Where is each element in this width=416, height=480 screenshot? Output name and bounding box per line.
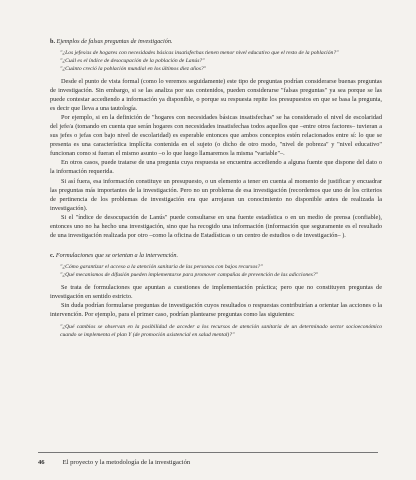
section-c-title: Formulaciones que se orientan a la intervención.: [55, 251, 179, 259]
section-b-title: Ejemplos de falsas preguntas de investigación.: [56, 38, 173, 45]
body-paragraph: Por ejemplo, si en la definición de "hogares con necesidades básicas insatisfechas" se ha considerado el nivel de escolaridad del jefe/a (tomando en cuenta que serán hogares con necesidades insatisfechas todos aquellos que –entre otros factores– tuvieran a sus jefes o jefas con bajo nivel de escolaridad) es esperable entonces que ambos conceptos estén relacionados entre sí: lo que se presenta es una característica implícita contenida en el sujeto (o dicho de otro modo, "nivel de pobreza" y "nivel educativo" funcionan como si fueran el mismo asunto –o lo que luego llamaremos la misma "variable"–.: [50, 114, 382, 158]
body-paragraph: En otros casos, puede tratarse de una pregunta cuya respuesta se encuentra accediendo a alguna fuente que dispone del dato o la información requerida.: [50, 159, 382, 176]
body-paragraph: Se trata de formulaciones que apuntan a cuestiones de implementación práctica; pero que no constituyen preguntas de investigación en sentido estricto.: [50, 283, 382, 300]
section-b-marker: b.: [50, 38, 55, 45]
section-c-heading: [50, 252, 382, 260]
page-content: [50, 38, 382, 339]
body-paragraph: Desde el punto de vista formal (como lo veremos seguidamente) este tipo de preguntas podrían considerarse buenas preguntas de investigación. Sin embargo, si se las analiza por sus contenidos, pueden considerarse "falsas preguntas" ya sea porque se las puede contestar accediendo a información ya disponible, o porque su respuesta repite los presupuestos en que se basa la pregunta, es decir que lleva a una tautología.: [50, 78, 382, 113]
example-question: "¿Cuál es el índice de desocupación de la población de Lanús?": [60, 58, 205, 64]
footer-divider: [38, 452, 378, 453]
running-title: El proyecto y la metodología de la investigación: [62, 459, 191, 466]
page-number: 46: [38, 459, 45, 466]
body-paragraph: Si así fuera, esa información constituye un presupuesto, o un elemento a tener en cuenta al momento de justificar y encuadrar las preguntas más importantes de la investigación. Pero no un problema de esa investigación (recordemos que uno de los criterios de pertinencia de los problemas de investigación era que arrojaran un conocimiento no disponible antes de realizada la investigación).: [50, 177, 382, 212]
body-paragraph: Sin duda podrían formularse preguntas de investigación cuyos resultados o respuestas contribuirían a orientar las acciones o la intervención. Por ejemplo, para el primer caso, podrían plantearse preguntas como las siguientes:: [50, 301, 382, 318]
example-question: "¿Cómo garantizar el acceso a la atención sanitaria de las personas con bajos recursos?": [60, 263, 263, 270]
section-c-marker: c.: [50, 251, 55, 259]
research-question-example: "¿Qué cambios se observan en la posibilidad de acceder a los recursos de atención sanitaria de un determinado sector socioeconómico cuando se implementa el plan Y (de promoción asistencial en salud mental)?": [60, 324, 382, 339]
page-footer: [38, 458, 378, 467]
example-question: "¿Los jefes/as de hogares con necesidades básicas insatisfechas tienen menor nivel educativo que el resto de la población?": [60, 50, 339, 56]
body-paragraph: Si el "índice de desocupación de Lanús" puede consultarse en una fuente estadística o en un medio de prensa (confiable), entonces uno no ha hecho una investigación, sino que ha recogido una información (información que seguramente es el resultado de una investigación realizada por otro –como la oficina de Estadísticas o un centro de estudios o de investigación– ).: [50, 213, 382, 239]
example-question: "¿Cuánto creció la población mundial en los últimos diez años?": [60, 66, 207, 72]
section-b-heading: [50, 38, 382, 46]
example-question: "¿Qué mecanismos de difusión pueden implementarse para promover campañas de prevención de las adicciones?": [60, 271, 318, 278]
